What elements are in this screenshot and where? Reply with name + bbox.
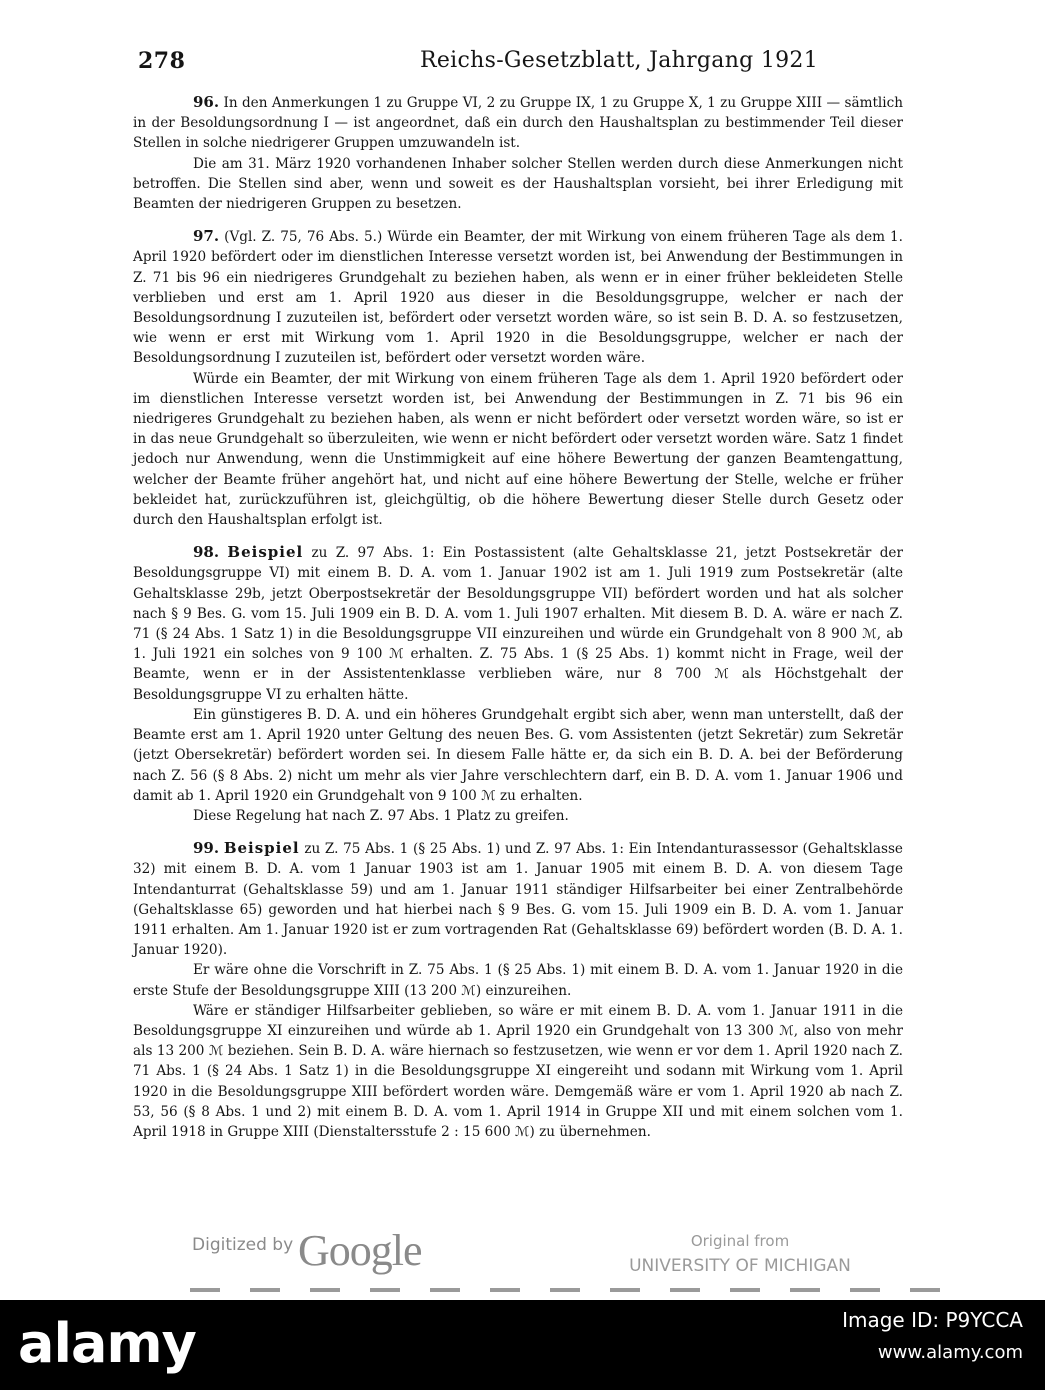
paragraph xyxy=(133,838,903,960)
paragraph xyxy=(133,960,903,1000)
paragraph-number: 96. xyxy=(193,93,220,111)
google-logo: Google xyxy=(298,1226,422,1275)
original-from-label: Original from xyxy=(690,1232,790,1250)
paragraph-text: Ein günstigeres B. D. A. und ein höheres Grundgehalt ergibt sich aber, wenn man unterstellt, daß der Beamte erst am 1. April 1920 unter Geltung des neuen Bes. G. vom Assistenten (jetzt Sekretär) zum Sekretär (jetzt Obersekretär) befördert worden sei. In diesem Falle hätte er, da sich ein B. D. A. bei der Beförderung nach Z. 56 (§ 8 Abs. 2) nicht um mehr als vier Jahre verschlechtern darf, ein B. D. A. vom 1. Januar 1906 und damit ab 1. April 1920 ein Grundgehalt von 9 100 ℳ zu erhalten. xyxy=(133,706,903,804)
paragraph-text: zu Z. 97 Abs. 1: Ein Postassistent (alte Gehaltsklasse 21, jetzt Postsekretär der Besoldungsgruppe VI) mit einem B. D. A. vom 1. Januar 1902 ist am 1. Juli 1919 zum Postsekretär (alte Gehaltsklasse 29b, jetzt Oberpostsekretär der Besoldungsgruppe VII) befördert worden und hat als solcher nach § 9 Bes. G. vom 15. Juli 1909 ein B. D. A. vom 1. Juli 1907 erhalten. Mit diesem B. D. A. wäre er nach Z. 71 (§ 24 Abs. 1 Satz 1) in die Besoldungsgruppe VII einzureihen und würde ein Grundgehalt von 8 900 ℳ, ab 1. Juli 1921 ein solches von 9 100 ℳ erhalten. Z. 75 Abs. 1 (§ 25 Abs. 1) kommt nicht in Frage, weil der Beamte, wenn er in der Assistentenklasse verblieben wäre, nur 8 700 ℳ als Höchstgehalt der Besoldungsgruppe VI zu erhalten hätte. xyxy=(133,545,903,703)
paragraph-text: Er wäre ohne die Vorschrift in Z. 75 Abs. 1 (§ 25 Abs. 1) mit einem B. D. A. vom 1. Januar 1920 in die erste Stufe der Besoldungsgruppe XIII (13 200 ℳ) einzureihen. xyxy=(133,962,903,999)
paragraph-text: Diese Regelung hat nach Z. 97 Abs. 1 Platz zu greifen. xyxy=(193,807,569,824)
scan-border-dashes xyxy=(190,1288,960,1292)
paragraph-number: 98. xyxy=(193,543,220,562)
paragraph-text: Die am 31. März 1920 vorhandenen Inhaber solcher Stellen werden durch diese Anmerkungen nicht betroffen. Die Stellen sind aber, wenn und soweit es der Haushaltsplan vorsieht, bei ihrer Erledigung mit Beamten der niedrigeren Gruppen zu besetzen. xyxy=(133,155,903,213)
paragraph xyxy=(133,806,903,826)
paragraph xyxy=(133,226,903,368)
paragraph-number: 99. xyxy=(193,839,220,858)
paragraph-text: (Vgl. Z. 75, 76 Abs. 5.) Würde ein Beamter, der mit Wirkung von einem früheren Tage als dem 1. April 1920 befördert oder im dienstlichen Interesse versetzt worden ist, bei Anwendung der Bestimmungen in Z. 71 bis 96 ein niedrigeres Grundgehalt zu beziehen haben, als wenn er in einer früher bekleideten Stelle verblieben und erst am 1. April 1920 aus dieser in die Besoldungsgruppe, welcher er nach der Besoldungsordnung I zuzuteilen ist, befördert oder versetzt worden wäre, so ist sein B. D. A. so festzusetzen, wie wenn er erst mit Wirkung vom 1. April 1920 in die Besoldungsgruppe, welcher er nach der Besoldungsordnung I zuzuteilen ist, befördert oder versetzt worden wäre. xyxy=(133,229,903,367)
page-number: 278 xyxy=(138,48,186,74)
example-keyword: Beispiel xyxy=(227,543,304,562)
image-id-label: Image ID: P9YCCA xyxy=(842,1308,1023,1332)
paragraph-text: Würde ein Beamter, der mit Wirkung von einem früheren Tage als dem 1. April 1920 befördert oder im dienstlichen Interesse versetzt worden ist, bei Anwendung der Bestimmungen in Z. 71 bis 96 ein niedrigeres Grundgehalt zu beziehen haben, als wenn er nicht befördert oder versetzt worden wäre, so ist er in das neue Grundgehalt so überzuleiten, wie wenn er nicht befördert oder versetzt worden wäre. Satz 1 findet jedoch nur Anwendung, wenn die Unstimmigkeit auf eine höhere Bewertung der ganzen Beamtengattung, welcher der Beamte früher angehört hat, und nicht auf eine höhere Bewertung der Stelle, welche er früher bekleidet hat, zurückzuführen ist, gleichgültig, ob die höhere Bewertung dieser Stelle durch Gesetz oder durch den Haushaltsplan erfolgt ist. xyxy=(133,370,903,529)
paragraph xyxy=(133,92,903,154)
digitized-by-label: Digitized by xyxy=(192,1235,294,1255)
paragraph xyxy=(133,154,903,215)
paragraph-text: zu Z. 75 Abs. 1 (§ 25 Abs. 1) und Z. 97 Abs. 1: Ein Intendanturassessor (Gehaltsklasse 32) mit einem B. D. A. vom 1 Januar 1903 ist am 1. Januar 1905 mit einem B. D. A. von diesem Tage Intendanturrat (Gehaltsklasse 59) und am 1. Januar 1911 ständiger Hilfsarbeiter bei einer Zentralbehörde (Gehaltsklasse 65) geworden und hat hierbei nach § 9 Bes. G. vom 15. Juli 1909 ein B. D. A. vom 1. Januar 1911 erhalten. Am 1. Januar 1920 ist er zum vortragenden Rat (Gehaltsklasse 69) befördert worden (B. D. A. 1. Januar 1920). xyxy=(133,841,903,959)
paragraph-text: In den Anmerkungen 1 zu Gruppe VI, 2 zu Gruppe IX, 1 zu Gruppe X, 1 zu Gruppe XIII — sämtlich in der Besoldungsordnung I — ist angeordnet, daß ein durch den Haushaltsplan zu bestimmender Teil dieser Stellen in solche niedrigerer Gruppen umzuwandeln ist. xyxy=(133,95,903,152)
paragraph xyxy=(133,1001,903,1142)
running-title: Reichs-Gesetzblatt, Jahrgang 1921 xyxy=(420,48,819,73)
example-keyword: Beispiel xyxy=(223,839,300,858)
alamy-logo: alamy xyxy=(18,1312,196,1375)
paragraph-text: Wäre er ständiger Hilfsarbeiter geblieben, so wäre er mit einem B. D. A. vom 1. Januar 1911 in die Besoldungsgruppe XI einzureihen und würde ab 1. April 1920 ein Grundgehalt von 13 300 ℳ, also von mehr als 13 200 ℳ beziehen. Sein B. D. A. wäre hiernach so festzusetzen, wie wenn er vor dem 1. April 1920 nach Z. 71 Abs. 1 (§ 24 Abs. 1 Satz 1) in die Besoldungsgruppe XI eingereiht und sodann mit Wirkung vom 1. April 1920 in die Besoldungsgruppe XIII befördert worden wäre. Demgemäß wäre er vom 1. April 1920 ab nach Z. 53, 56 (§ 8 Abs. 1 und 2) mit einem B. D. A. vom 1. April 1914 in Gruppe XII und mit einem solchen vom 1. April 1918 in Gruppe XIII (Dienstaltersstufe 2 : 15 600 ℳ) zu übernehmen. xyxy=(133,1002,903,1140)
paragraph xyxy=(133,705,903,806)
paragraph xyxy=(133,369,903,531)
university-label: UNIVERSITY OF MICHIGAN xyxy=(629,1256,851,1276)
body-text xyxy=(133,92,903,1142)
watermark-url: www.alamy.com xyxy=(877,1342,1023,1363)
paragraph-number: 97. xyxy=(193,227,220,246)
paragraph xyxy=(133,542,903,705)
